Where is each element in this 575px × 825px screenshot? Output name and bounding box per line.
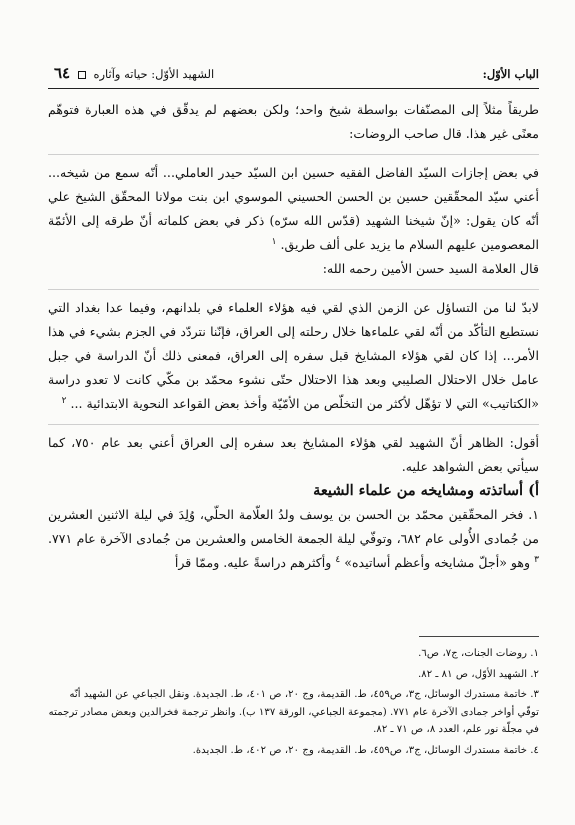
divider [48,148,539,155]
paragraph-4 [48,503,539,575]
page-number: ٦٤ [54,64,71,82]
footnote-4: ٤. خاتمة مستدرك الوسائل، ج٣، ص٤٥٩، ط. القديمة، وج ٢٠، ص ٤٠٢، ط. الجديدة. [192,744,539,756]
chapter-label: الباب الأوّل: [482,67,539,81]
divider [48,283,539,290]
main-text [48,98,539,575]
paragraph-2: قال العلامة السيد حسن الأمين رحمه الله: [322,261,539,276]
paragraph-4-part-c: وأكثرهم دراسةً عليه. وممّا قرأ [174,555,332,570]
quote-rawdat [48,161,539,257]
quote-rawdat-text: في بعض إجازات السيّد الفاضل الفقيه حسين ابن السيّد حيدر العاملي... أنّه سمع من شيخه... أعني سيّد المحقّقين حسين بن الحسن الحسيني الموسوي ابن بنت مولانا المحقّق الشيخ علي أنّه كان يقول: «إنّ شيخنا الشهيد (قدّس الله سرّه) ذكر في بعض كلماته أنّ طرقه إلى الأئمّة المعصومين عليهم السلام ما يزيد على ألف طريق. [48,165,539,252]
divider [48,418,539,425]
paragraph-1: طريقاً مثلاً إلى المصنّفات بواسطة شيخ واحد؛ ولكن بعضهم لم يدقّق في هذه العبارة فتوهّم معنًى غير هذا. قال صاحب الروضات: [48,102,539,141]
footnotes [48,636,539,762]
footnote-ref-4[interactable]: ٤ [335,554,341,565]
paragraph-4-part-b: وهو «أجلّ مشايخه وأعظم أساتيده» [344,555,531,570]
footnote-rule [419,636,539,637]
quote-amin [48,296,539,416]
footnote-ref-1[interactable]: ١ [271,236,277,247]
square-bullet-icon [78,71,86,79]
running-header [48,64,539,89]
footnote-ref-3[interactable]: ٣ [534,554,539,565]
quote-amin-text: لابدّ لنا من التساؤل عن الزمن الذي لقي فيه هؤلاء العلماء في بلدانهم، وفيما عدا بغداد التي نستطيع التأكّد من أنّه لقي علماءها خلال رحلته إلى العراق، فإنّنا نتردّد في الجزم بشيء في هذا الأمر... إذا كان لقي هؤلاء المشايخ قبل سفره إلى العراق، فمعنى ذلك أنّ الدراسة في جبل عامل خلال الاحتلال الصليبي وبعد هذا الاحتلال حتّى نشوء محمّد بن مكّي كانت لا تعدو دراسة «الكتاتيب» التي لا تؤهّل لأكثر من التخلّص من الأمّيّة وأخذ بعض القواعد النحوية الابتدائية ... [48,300,539,411]
footnote-ref-2[interactable]: ٢ [61,395,67,406]
section-heading: أ) أساتذته ومشايخه من علماء الشيعة [313,482,539,499]
paragraph-3: أقول: الظاهر أنّ الشهيد لقي هؤلاء المشايخ بعد سفره إلى العراق أعني بعد عام ٧٥٠، كما سيأتي بعض الشواهد عليه. [48,435,539,474]
footnote-1: ١. روضات الجنات، ج٧، ص٦. [418,648,539,659]
running-title: الشهيد الأوّل: حياته وآثاره [93,67,215,81]
footnote-2: ٢. الشهيد الأوّل، ص ٨١ ـ ٨٢. [417,668,539,680]
paragraph-4-part-a: ١. فخر المحقّقين محمّد بن الحسن بن يوسف ولدُ العلّامة الحلّي، وُلِدَ في ليلة الاثنين العشرين من جُمادى الأُولى عام ٦٨٢، وتوفّي ليلة الجمعة الخامس والعشرين من جُمادى الآخرة عام ٧٧١. [48,507,539,546]
footnote-3: ٣. خاتمة مستدرك الوسائل، ج٣، ص٤٥٩، ط. القديمة، وج ٢٠، ص ٤٠١، ط. الجديدة. ونقل الجباعي عن الشهيد أنّه توفّي أواخر جمادى الآخرة عام ٧٧١. (مجموعة الجباعي، الورقة ١٣٧ ب). وانظر ترجمة فخرالدين وبعض مصادر ترجمته في مجلّة نور علم، العدد ٨، ص ٧١ ـ ٨٢. [48,689,539,735]
header-title-group [48,64,214,82]
